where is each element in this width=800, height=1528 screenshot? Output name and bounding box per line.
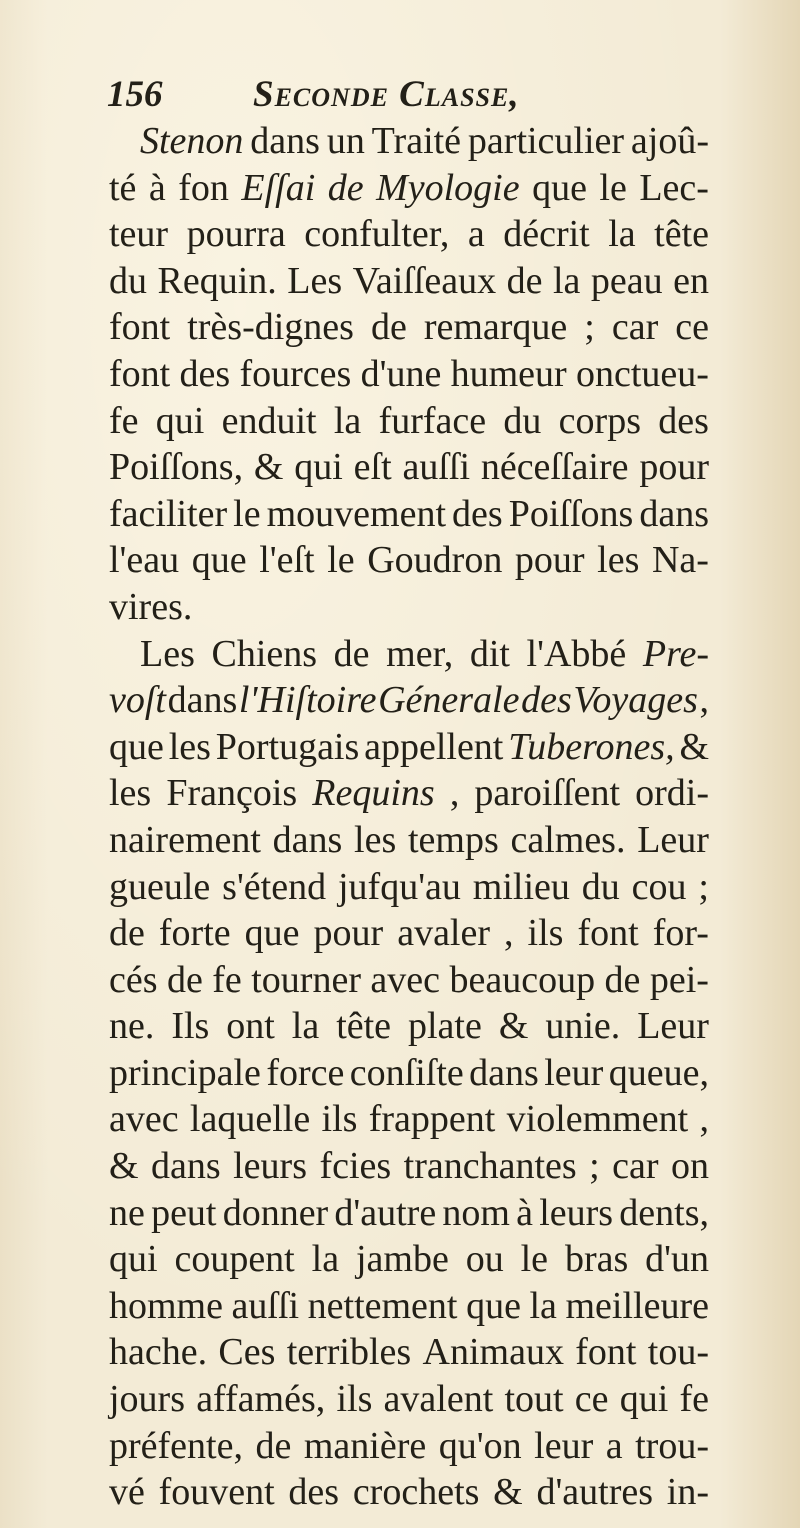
word: Voyages <box>573 679 698 722</box>
text-line <box>109 1236 709 1283</box>
text-line <box>109 444 709 491</box>
word: néceſſaire <box>480 446 629 489</box>
word: ont <box>226 1005 275 1048</box>
word: dans <box>469 1051 539 1094</box>
text-line <box>109 1469 709 1516</box>
word: queue, <box>608 1051 709 1094</box>
word: Lec- <box>639 166 709 209</box>
word: jours <box>109 1378 185 1421</box>
word: l'Abbé <box>526 632 627 675</box>
word: Les <box>140 632 195 675</box>
word: trou- <box>635 1424 709 1467</box>
word: de <box>604 958 641 1001</box>
word: Génerale <box>378 679 520 722</box>
word: des <box>521 679 572 722</box>
word: Myologie <box>376 166 520 209</box>
word: car <box>611 306 659 349</box>
word: forte <box>158 912 231 955</box>
word: s'étend <box>222 865 327 908</box>
page-number: 156 <box>107 74 163 115</box>
word: de <box>333 632 370 675</box>
word: corps <box>558 399 641 442</box>
word: terribles <box>286 1331 412 1374</box>
word: la <box>552 259 581 302</box>
word: on <box>670 1145 709 1188</box>
word: vires. <box>109 585 193 628</box>
word: ajoû- <box>630 120 709 162</box>
word: frappent <box>368 1098 496 1141</box>
body-text <box>109 118 709 1516</box>
word: ce <box>675 306 709 349</box>
word: la <box>608 213 636 256</box>
word: ils <box>527 912 564 955</box>
word: temps <box>407 818 499 861</box>
text-line <box>109 770 709 817</box>
word: gueule <box>109 865 211 908</box>
word: font <box>109 306 171 349</box>
word: Stenon <box>140 120 244 162</box>
word: bras <box>564 1238 629 1281</box>
running-head <box>107 70 707 120</box>
word: fcies <box>319 1145 392 1188</box>
word: té <box>109 166 137 209</box>
word: à <box>148 166 166 209</box>
word: tout <box>504 1378 564 1421</box>
word: ils <box>321 1098 358 1141</box>
word: Portugais <box>215 725 360 768</box>
word: le <box>327 539 355 582</box>
word: nettement <box>307 1284 458 1327</box>
word: que <box>191 539 247 582</box>
word: ; <box>698 865 709 908</box>
word: leur <box>534 1424 594 1467</box>
word: le <box>520 1238 549 1281</box>
word: la <box>311 1238 340 1281</box>
word: particulier <box>467 120 625 162</box>
word: vé <box>109 1471 145 1514</box>
running-title: Seconde Classe, <box>253 74 520 115</box>
word: teur <box>109 213 169 256</box>
word: d'autres <box>536 1471 654 1514</box>
word: crochets <box>352 1471 480 1514</box>
text-line <box>109 584 709 631</box>
word: Chiens <box>211 632 318 675</box>
text-line <box>109 677 709 724</box>
text-line <box>109 1283 709 1330</box>
word: a <box>467 213 485 256</box>
text-line <box>109 864 709 911</box>
word: tranchantes <box>403 1145 577 1188</box>
word: unie. <box>545 1005 621 1048</box>
word: eſt <box>353 446 392 489</box>
word: manière <box>303 1424 427 1467</box>
word: tourner <box>251 958 361 1001</box>
word: Poiſſons <box>508 492 634 535</box>
word: dit <box>469 632 510 675</box>
text-line <box>109 1190 709 1237</box>
text-line <box>109 910 709 957</box>
word: qui <box>109 1238 158 1281</box>
word: , <box>699 1098 709 1141</box>
text-line <box>109 304 709 351</box>
word: & <box>498 1005 529 1048</box>
text-line <box>109 1329 709 1376</box>
text-line <box>109 258 709 305</box>
word: mouvement <box>266 492 447 535</box>
word: car <box>612 1145 659 1188</box>
word: les <box>597 539 640 582</box>
word: Pre- <box>642 632 709 675</box>
word: Na- <box>651 539 709 582</box>
word: Requin. <box>157 259 277 302</box>
word: beaucoup <box>449 958 596 1001</box>
word: & <box>493 1471 523 1514</box>
word: dents, <box>619 1191 709 1234</box>
word: du <box>581 865 620 908</box>
word: fouvent <box>158 1471 275 1514</box>
text-line <box>109 537 709 584</box>
word: la <box>291 1005 320 1048</box>
word: conſiſte <box>349 1051 464 1094</box>
word: du <box>109 259 147 302</box>
word: faciliter <box>109 492 228 535</box>
word: font <box>109 352 171 395</box>
word: avec <box>370 958 441 1001</box>
text-line <box>109 211 709 258</box>
word: l'Hiſtoire <box>238 679 377 722</box>
word: dans <box>639 492 709 535</box>
word: qui <box>155 399 205 442</box>
word: préfente, <box>109 1424 243 1467</box>
word: l'eau <box>109 539 180 582</box>
word: jambe <box>355 1238 449 1281</box>
text-line <box>109 1423 709 1470</box>
word: peau <box>590 259 663 302</box>
word: Les <box>287 259 343 302</box>
word: enduit <box>221 399 317 442</box>
word: for- <box>652 912 709 955</box>
word: appellent <box>364 725 504 768</box>
word: ne <box>109 1191 145 1234</box>
word: coupent <box>174 1238 295 1281</box>
word: Goudron <box>367 539 503 582</box>
word: Traité <box>371 120 462 162</box>
word: ce <box>574 1378 609 1421</box>
word: a <box>605 1424 623 1467</box>
word: dans <box>167 679 238 722</box>
word: laquelle <box>189 1098 311 1141</box>
word: que <box>109 725 164 768</box>
word: des <box>658 399 709 442</box>
word: nairement <box>109 818 261 861</box>
word: confulter, <box>304 213 450 256</box>
word: d'un <box>645 1238 709 1281</box>
word: jufqu'au <box>337 865 461 908</box>
word: qui <box>294 446 343 489</box>
text-line <box>109 817 709 864</box>
word: tou- <box>647 1331 709 1374</box>
word: des <box>179 352 231 395</box>
word: avec <box>109 1098 179 1141</box>
word: , <box>449 772 460 815</box>
word: in- <box>666 1471 709 1514</box>
word: furface <box>378 399 487 442</box>
word: très-dignes <box>187 306 354 349</box>
word: avalent <box>383 1378 494 1421</box>
word: qui <box>619 1378 669 1421</box>
word: de <box>255 1424 292 1467</box>
word: principale <box>109 1051 261 1094</box>
text-line <box>109 1376 709 1423</box>
word: d'autre <box>334 1191 437 1234</box>
text-line <box>109 398 709 445</box>
word: que <box>532 166 587 209</box>
word: cés <box>109 958 158 1001</box>
text-line <box>109 1003 709 1050</box>
text-line <box>109 724 709 771</box>
word: de <box>166 958 203 1001</box>
word: tête <box>654 213 709 256</box>
word: la <box>333 399 362 442</box>
word: de <box>109 912 145 955</box>
word: avaler <box>397 912 491 955</box>
word: fe <box>679 1378 709 1421</box>
text-line <box>109 957 709 1004</box>
text-line <box>109 118 709 165</box>
word: que <box>244 912 300 955</box>
word: Leur <box>637 818 709 861</box>
word: pei- <box>649 958 709 1001</box>
word: , <box>504 912 514 955</box>
word: Leur <box>637 1005 709 1048</box>
word: , <box>699 679 709 722</box>
word: calmes. <box>510 818 626 861</box>
word: pour <box>514 539 585 582</box>
word: décrit <box>503 213 590 256</box>
word: fon <box>178 166 229 209</box>
word: tête <box>336 1005 392 1048</box>
word: & <box>253 446 284 489</box>
word: font <box>577 912 639 955</box>
text-line <box>109 165 709 212</box>
word: mer, <box>386 632 454 675</box>
word: peut <box>151 1191 217 1234</box>
word: ils <box>336 1378 373 1421</box>
word: humeur <box>450 352 567 395</box>
text-line <box>109 491 709 538</box>
word: ordi- <box>635 772 709 815</box>
word: meilleure <box>565 1284 709 1327</box>
word: cou <box>631 865 687 908</box>
word: plate <box>408 1005 482 1048</box>
word: à <box>516 1191 534 1234</box>
word: du <box>503 399 542 442</box>
word: en <box>673 259 709 302</box>
word: leurs <box>539 1191 614 1234</box>
word: qu'on <box>438 1424 522 1467</box>
word: force <box>266 1051 345 1094</box>
word: la <box>529 1284 557 1327</box>
word: leurs <box>233 1145 307 1188</box>
word: hache. <box>109 1331 208 1374</box>
word: onctueu- <box>576 352 709 395</box>
word: pour <box>639 446 709 489</box>
text-line <box>109 631 709 678</box>
word: ou <box>465 1238 504 1281</box>
word: Poiſſons, <box>109 446 244 489</box>
word: le <box>599 166 627 209</box>
word: le <box>233 492 261 535</box>
word: ne. <box>109 1005 155 1048</box>
word: des <box>452 492 503 535</box>
text-line <box>109 1096 709 1143</box>
word: & <box>109 1145 139 1188</box>
word: Vaiſſeaux <box>352 259 497 302</box>
word: de <box>506 259 543 302</box>
word: les <box>109 772 152 815</box>
text-line <box>109 1143 709 1190</box>
word: donner <box>222 1191 329 1234</box>
word: violemment <box>506 1098 689 1141</box>
word: ; <box>589 1145 600 1188</box>
word: homme <box>109 1284 223 1327</box>
word: font <box>575 1331 637 1374</box>
word: Eſſai <box>241 166 316 209</box>
word: Ces <box>218 1331 276 1374</box>
word: l'eſt <box>259 539 315 582</box>
word: auſſi <box>231 1284 300 1327</box>
word: auſſi <box>402 446 471 489</box>
word: leur <box>544 1051 604 1094</box>
word: pourra <box>186 213 286 256</box>
word: pour <box>313 912 384 955</box>
word: Requins <box>312 772 435 815</box>
word: Tuberones, <box>508 725 675 768</box>
word: les <box>168 725 211 768</box>
word: ; <box>584 306 595 349</box>
word: de <box>327 166 364 209</box>
word: nom <box>442 1191 510 1234</box>
word: milieu <box>472 865 570 908</box>
word: Animaux <box>422 1331 564 1374</box>
word: François <box>166 772 298 815</box>
text-line <box>109 1050 709 1097</box>
word: d'une <box>360 352 442 395</box>
word: un <box>326 120 365 162</box>
word: dans <box>272 818 343 861</box>
word: fe <box>212 958 242 1001</box>
word: dans <box>250 120 320 162</box>
word: dans <box>151 1145 221 1188</box>
word: les <box>354 818 397 861</box>
word: remarque <box>423 306 568 349</box>
word: Ils <box>171 1005 210 1048</box>
word: fources <box>239 352 352 395</box>
word: & <box>679 725 709 768</box>
word: des <box>288 1471 340 1514</box>
word: que <box>466 1284 521 1327</box>
word: paroiſſent <box>474 772 621 815</box>
word: affamés, <box>196 1378 326 1421</box>
text-line <box>109 351 709 398</box>
word: fe <box>109 399 139 442</box>
word: de <box>370 306 407 349</box>
word: voſt <box>109 679 166 722</box>
